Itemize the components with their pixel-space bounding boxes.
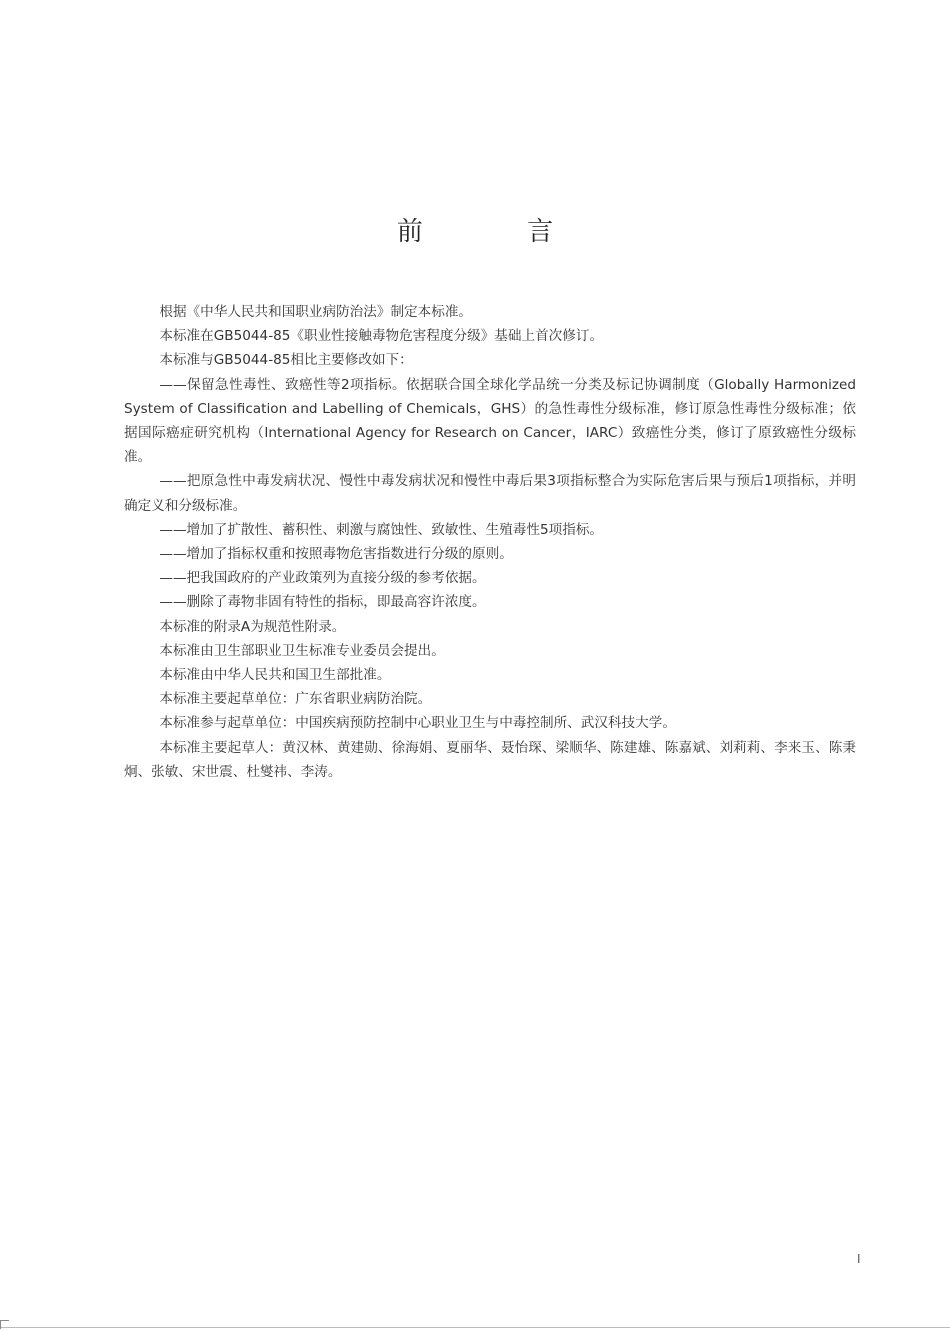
page-title: 前 言 [396, 217, 602, 247]
scan-edge-line [0, 1327, 950, 1328]
paragraph-change-added-indicators: ——增加了扩散性、蓄积性、刺激与腐蚀性、致敏性、生殖毒性5项指标。 [159, 521, 604, 538]
paragraph-change-acute-carcinogenic: ——保留急性毒性、致癌性等2项指标。依据联合国全球化学品统一分类及标记协调制度（Globally Harmonized System of Classification and Labelling of Chemicals，GHS）的急性毒性分级标准，修订原急性毒性分级标准；依据国际癌症研究机构（International Agency for Research on Cancer，IARC）致癌性分类，修订了原致癌性分级标准。 [124, 376, 856, 466]
paragraph-revision: 本标准在GB5044-85《职业性接触毒物危害程度分级》基础上首次修订。 [159, 328, 604, 345]
paragraph-drafters: 本标准主要起草人：黄汉林、黄建勋、徐海娟、夏丽华、聂怡琛、梁顺华、陈建雄、陈嘉斌、刘莉莉、李来玉、陈秉炯、张敏、宋世震、杜燮祎、李涛。 [124, 739, 856, 780]
paragraph-change-weighting: ——增加了指标权重和按照毒物危害指数进行分级的原则。 [159, 546, 513, 563]
paragraph-proposed-by: 本标准由卫生部职业卫生标准专业委员会提出。 [159, 642, 445, 659]
paragraph-change-policy: ——把我国政府的产业政策列为直接分级的参考依据。 [159, 570, 486, 587]
paragraph-participating-units: 本标准参与起草单位：中国疾病预防控制中心职业卫生与中毒控制所、武汉科技大学。 [159, 715, 676, 732]
paragraph-change-merged-indicators: ——把原急性中毒发病状况、慢性中毒发病状况和慢性中毒后果3项指标整合为实际危害后果与预后1项指标，并明确定义和分级标准。 [124, 473, 856, 514]
paragraph-main-drafting-unit: 本标准主要起草单位：广东省职业病防治院。 [159, 691, 432, 708]
scan-corner-mark [0, 1320, 9, 1329]
paragraph-appendix: 本标准的附录A为规范性附录。 [159, 618, 346, 635]
page-number: I [857, 1252, 861, 1266]
paragraph-change-removed: ——删除了毒物非固有特性的指标，即最高容许浓度。 [159, 594, 486, 611]
paragraph-basis: 根据《中华人民共和国职业病防治法》制定本标准。 [159, 304, 473, 320]
preface-body [124, 300, 856, 784]
paragraph-changes-intro: 本标准与GB5044-85相比主要修改如下： [159, 352, 413, 369]
paragraph-approved-by: 本标准由中华人民共和国卫生部批准。 [159, 667, 391, 684]
